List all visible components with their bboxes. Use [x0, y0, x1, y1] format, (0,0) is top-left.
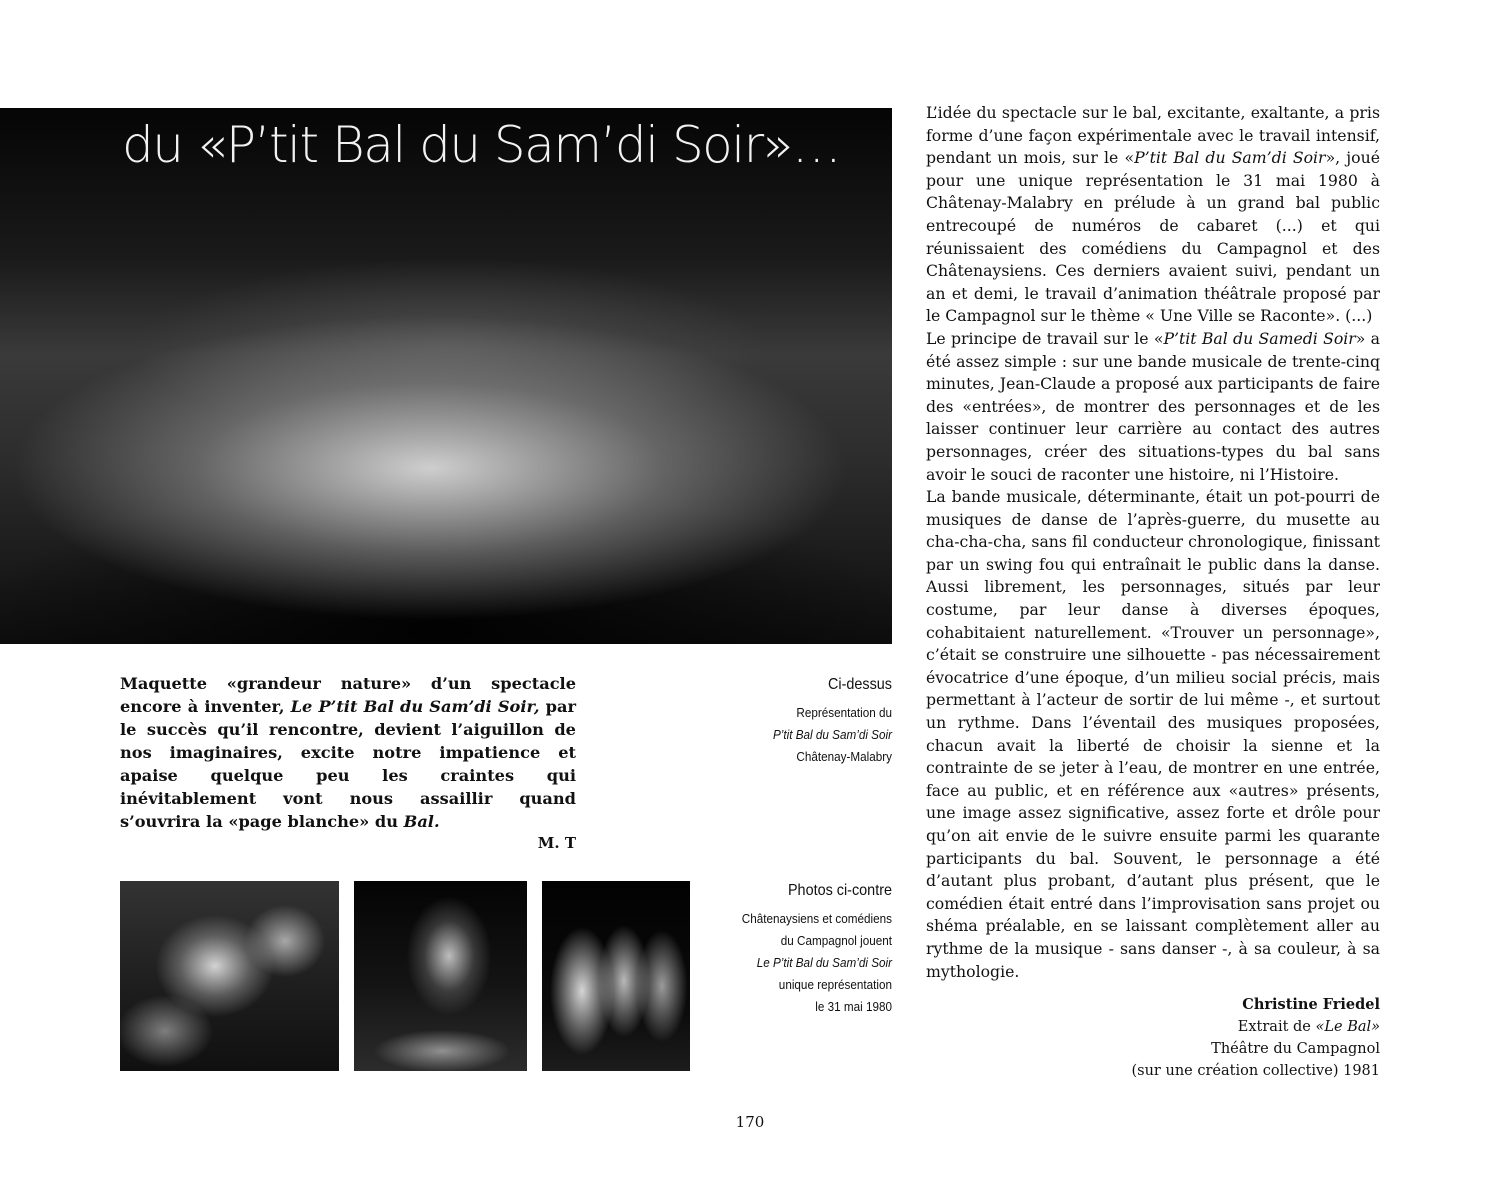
- quote-bal-word: Bal.: [403, 812, 440, 831]
- caption-bottom-line: du Campagnol jouent: [780, 933, 892, 948]
- photo-stage-dancers: [354, 881, 527, 1071]
- article-signature: [1030, 994, 1380, 1082]
- quote-text-middle: par le succès qu’il rencontre, devient l’aiguillon de nos imaginaires, excite notre impatience et apaise quelque peu les craintes qui inévitablement vont nous assaillir quand s’ouvrira la «page blanche» du: [120, 697, 576, 831]
- hero-photo: [0, 108, 892, 644]
- article-text: », joué pour une unique représentation le 31 mai 1980 à Châtenay-Malabry en prélude à un grand bal public entrecoupé de numéros de cabaret (...) et qui réunissaient des comédiens du Campagnol et des Châtenaysiens. Ces derniers avaient suivi, pendant un an et demi, le travail d’animation théâtrale proposé par le Campagnol sur le thème « Une Ville se Raconte». (...): [926, 148, 1380, 326]
- quote-text-start: Maquette «grandeur nature» d’un spectacle encore à inventer,: [120, 674, 576, 716]
- author-name: Christine Friedel: [1242, 996, 1380, 1013]
- article-paragraph: [926, 102, 1380, 328]
- photo-performers-line: [542, 881, 690, 1071]
- caption-top-show-title: P’tit Bal du Sam’di Soir: [772, 727, 892, 742]
- photo-dancing-couple: [120, 881, 339, 1071]
- article-paragraph: La bande musicale, déterminante, était un pot-pourri de musiques de danse de l’après-guerre, du musette au cha-cha-cha, sans fil conducteur chronologique, finissant par un swing fou qui entraînait le public dans la danse. Aussi librement, les personnages, situés par leur costume, par leur danse à diverses époques, cohabitaient naturellement. «Trouver un personnage», c’était se construire une silhouette - pas nécessairement évocatrice d’une époque, d’un milieu social précis, mais permettant à l’acteur de sortir de lui même -, et surtout un rythme. Dans l’éventail des musiques proposées, chacun avait la liberté de choisir la sienne et la contrainte de se jeter à l’eau, de montrer en une entrée, face au public, et en référence aux «autres» présents, une image assez significative, assez forte et drôle pour qu’on ait envie de le suivre ensuite parmi les quarante participants du bal. Souvent, le personnage a été d’autant plus probant, d’autant plus présent, que le comédien était entré dans l’improvisation sans projet ou shéma préalable, en se laissant complètement aller au rythme de la musique - sans danser -, à sa couleur, à sa mythologie.: [926, 487, 1380, 981]
- quote-author: M. T: [537, 834, 576, 852]
- source-extract: [1030, 1016, 1380, 1038]
- article-text: Le principe de travail sur le «: [926, 328, 1164, 348]
- extract-title: «Le Bal»: [1315, 1019, 1380, 1035]
- article-show-title: P’tit Bal du Sam’di Soir: [1134, 148, 1326, 168]
- caption-bottom-heading: Photos ci-contre: [787, 882, 892, 899]
- page-number: 170: [735, 1113, 765, 1131]
- article-text: » a été assez simple : sur une bande musicale de trente-cinq minutes, Jean-Claude a proposé aux participants de faire des «entrées», de montrer des personnages et de les laisser continuer leur carrière au contact des autres personnages, créer des situations-types du bal sans avoir le souci de raconter une histoire, ni l’Histoire.: [926, 328, 1381, 484]
- extract-label: Extrait de: [1237, 1019, 1316, 1035]
- caption-bottom-line: Châtenaysiens et comédiens: [741, 911, 892, 926]
- theatre-name: Théâtre du Campagnol: [1211, 1041, 1380, 1057]
- caption-top-line: Représentation du: [796, 705, 892, 720]
- caption-top-heading: Ci-dessus: [827, 676, 892, 693]
- article-body: [926, 102, 1380, 983]
- creation-note: (sur une création collective) 1981: [1131, 1063, 1380, 1079]
- intro-quote: [120, 672, 576, 833]
- quote-show-title: Le P’tit Bal du Sam’di Soir,: [290, 697, 540, 716]
- hero-title: du «P’tit Bal du Sam’di Soir»…: [122, 116, 841, 174]
- caption-top: [710, 672, 892, 768]
- article-text: L’idée du spectacle sur le bal, excitante, exaltante, a pris forme d’une façon expérimentale avec le travail intensif, pendant un mois, sur le «: [926, 103, 1380, 168]
- article-paragraph: [926, 328, 1380, 486]
- article-show-title: P’tit Bal du Samedi Soir: [1163, 328, 1356, 348]
- caption-bottom-line: unique représentation: [778, 977, 892, 992]
- caption-bottom: [710, 878, 892, 1018]
- caption-bottom-date: le 31 mai 1980: [815, 999, 892, 1014]
- caption-top-place: Châtenay-Malabry: [796, 749, 892, 764]
- caption-bottom-show-title: Le P’tit Bal du Sam’di Soir: [756, 955, 892, 970]
